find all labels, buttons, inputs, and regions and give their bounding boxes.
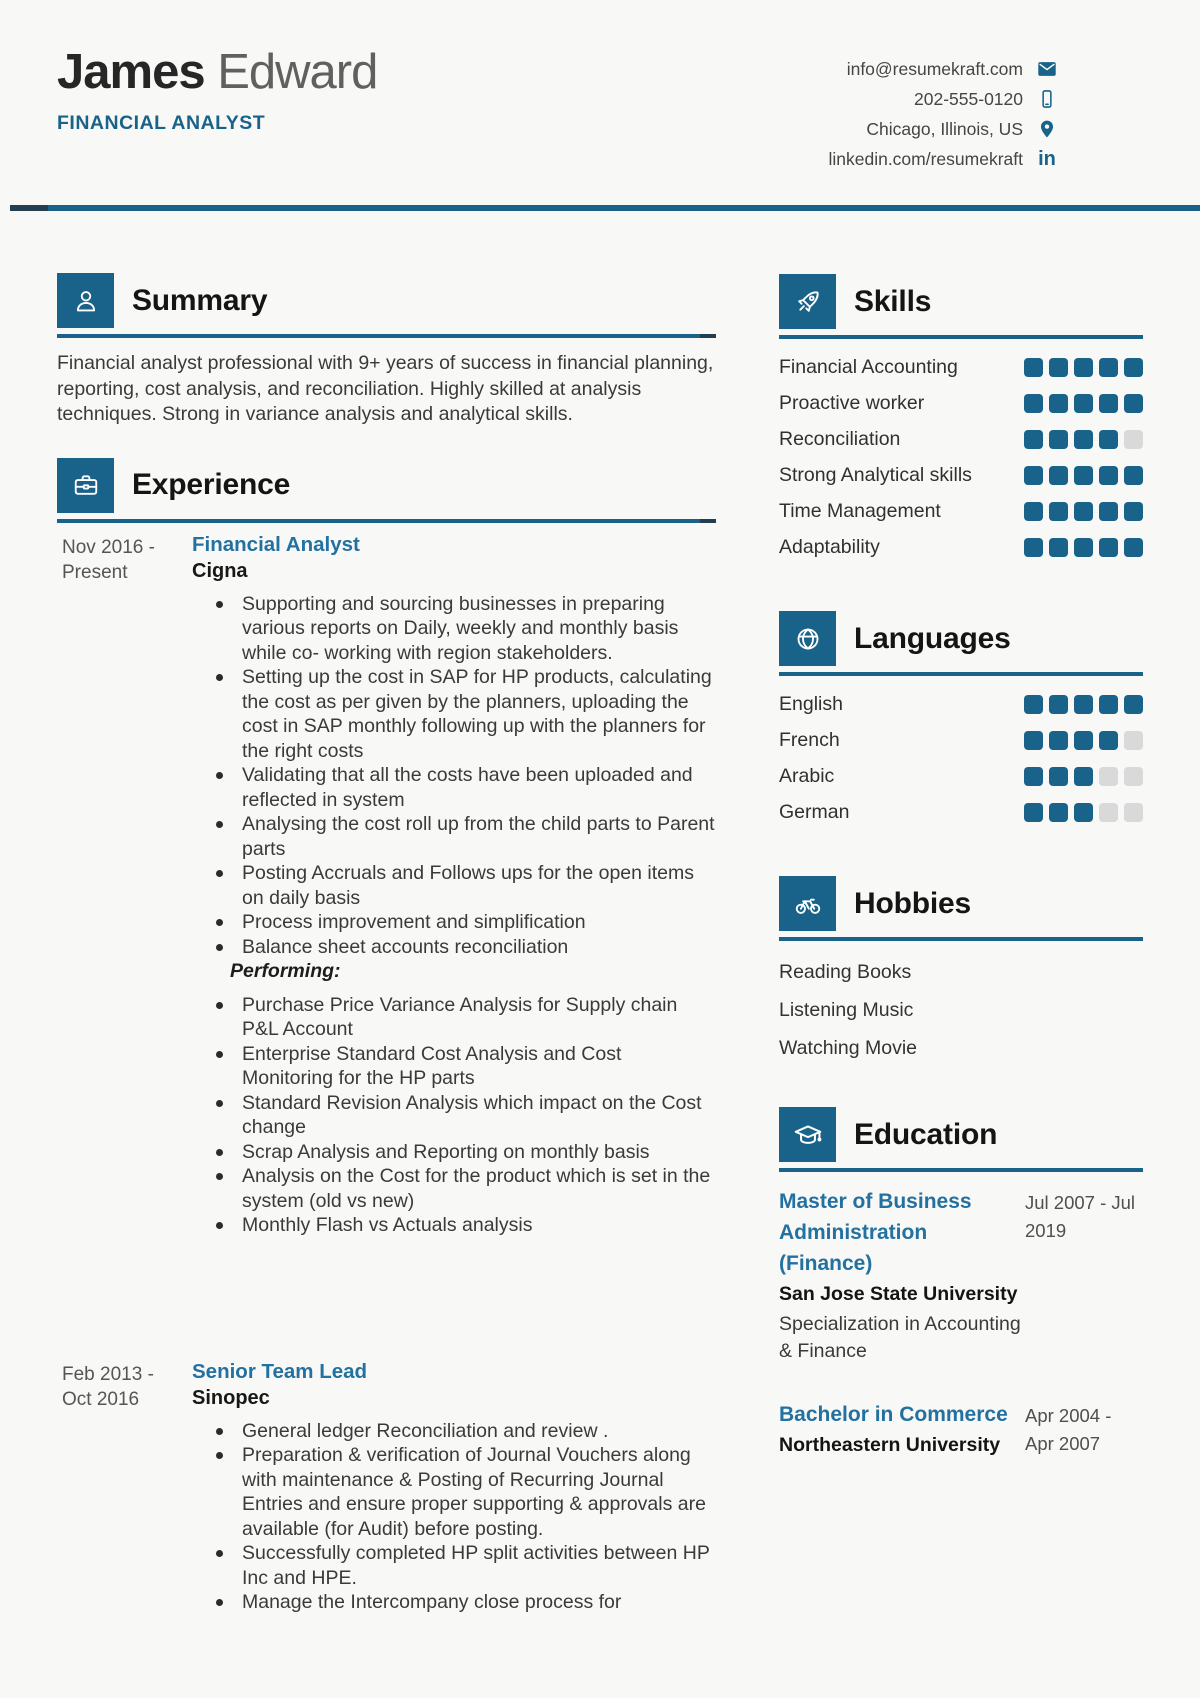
rating-box-filled [1099,695,1118,714]
experience-title: Financial Analyst [192,532,360,556]
experience-bullet-list [192,993,716,1238]
rating-box-filled [1049,394,1068,413]
job-title: FINANCIAL ANALYST [57,112,266,134]
education-dates: Apr 2004 - Apr 2007 [1025,1405,1112,1454]
experience-body [192,533,716,1238]
hobbies-rows [779,953,1143,1067]
summary-rule [57,334,716,338]
skill-row [779,349,1143,385]
skills-heading: Skills [854,284,932,318]
summary-text: Financial analyst professional with 9+ years of success in financial planning, reporting, cost analysis, and reconciliation. Highly skilled at analysis techniques. Strong in variance analysis and analytical skills. [57,352,714,425]
rating-boxes [1024,430,1143,449]
date-from: Nov 2016 - [62,536,155,558]
section-summary [57,273,716,428]
rating-box-filled [1024,695,1043,714]
rating-box-empty [1124,430,1143,449]
experience-bullet: Supporting and sourcing businesses in preparing various reports on Daily, weekly and monthly basis while co- working with region stakeholders. [192,592,716,666]
rate-label: Time Management [779,499,941,522]
rating-box-filled [1074,538,1093,557]
rate-label: Reconciliation [779,427,901,450]
education-rule [779,1168,1143,1172]
rating-box-filled [1074,430,1093,449]
rate-label: Strong Analytical skills [779,463,972,486]
rating-box-filled [1024,502,1043,521]
education-header [779,1107,1143,1162]
experience-subheading: Performing: [230,960,341,982]
rating-box-filled [1074,803,1093,822]
rating-box-filled [1024,538,1043,557]
rating-box-filled [1124,358,1143,377]
languages-rows [779,686,1143,830]
experience-header [57,458,716,513]
briefcase-icon [57,458,114,513]
education-degree: Bachelor in Commerce [779,1403,1008,1426]
skill-row [779,493,1143,529]
experience-dates [57,1360,192,1615]
education-description: Specialization in Accounting & Finance [779,1313,1021,1362]
education-heading: Education [854,1117,998,1151]
rating-box-filled [1074,731,1093,750]
rating-boxes [1024,695,1143,714]
education-dates: Jul 2007 - Jul 2019 [1025,1192,1136,1241]
section-skills [779,274,1143,565]
languages-header [779,611,1143,666]
experience-entries [57,533,716,1615]
skills-rows [779,349,1143,565]
right-column [779,0,1143,1460]
experience-heading: Experience [132,468,291,501]
rating-boxes [1024,394,1143,413]
experience-bullet: Balance sheet accounts reconciliation [192,935,716,960]
rating-box-filled [1099,394,1118,413]
rating-box-filled [1024,430,1043,449]
rating-box-filled [1074,358,1093,377]
rating-box-filled [1049,502,1068,521]
rating-box-filled [1049,803,1068,822]
rating-box-filled [1024,731,1043,750]
rating-box-filled [1049,430,1068,449]
language-row [779,722,1143,758]
linkedin-icon: in [1038,148,1056,170]
experience-bullet: Analysis on the Cost for the product which is set in the system (old vs new) [192,1164,716,1213]
contact-text: info@resumekraft.com [846,58,1023,79]
summary-heading: Summary [132,283,268,317]
education-entries [779,1186,1143,1460]
rating-box-filled [1124,695,1143,714]
rating-box-filled [1049,695,1068,714]
date-from: Feb 2013 - [62,1363,154,1385]
languages-rule [779,672,1143,676]
rating-box-filled [1099,502,1118,521]
rating-box-filled [1049,466,1068,485]
rating-boxes [1024,358,1143,377]
experience-rule [57,519,716,523]
rating-boxes [1024,803,1143,822]
experience-company: Sinopec [192,1386,270,1409]
experience-entry [57,1360,716,1615]
skills-rule [779,335,1143,339]
experience-title: Senior Team Lead [192,1359,368,1383]
summary-header [57,273,716,328]
date-to: Oct 2016 [62,1388,140,1410]
section-languages [779,611,1143,830]
globe-icon [779,611,836,666]
rating-box-filled [1024,803,1043,822]
education-detail [779,1399,1025,1460]
experience-bullet: Scrap Analysis and Reporting on monthly basis [192,1140,716,1165]
last-name: Edward [217,45,378,99]
bicycle-icon [779,876,836,931]
section-experience [57,458,716,1615]
rating-box-filled [1049,767,1068,786]
hobby-item: Listening Music [779,998,914,1021]
hobbies-header [779,876,1143,931]
languages-heading: Languages [854,621,1011,655]
skill-row [779,421,1143,457]
rating-box-filled [1099,430,1118,449]
rating-box-filled [1049,538,1068,557]
experience-company: Cigna [192,559,248,582]
experience-bullet-list [192,1419,716,1615]
rating-boxes [1024,502,1143,521]
experience-bullet: Purchase Price Variance Analysis for Supply chain P&L Account [192,993,716,1042]
rating-box-filled [1124,538,1143,557]
experience-bullet: Analysing the cost roll up from the child parts to Parent parts [192,812,716,861]
rating-box-filled [1099,358,1118,377]
rating-box-empty [1099,767,1118,786]
experience-bullet: Standard Revision Analysis which impact on the Cost change [192,1091,716,1140]
education-entry [779,1186,1143,1365]
education-school: Northeastern University [779,1434,1001,1456]
education-degree: Master of Business Administration (Finance) [779,1190,972,1275]
rating-box-filled [1024,767,1043,786]
rating-box-filled [1124,502,1143,521]
education-entry [779,1399,1143,1460]
section-education [779,1107,1143,1460]
experience-bullet: Posting Accruals and Follows ups for the open items on daily basis [192,861,716,910]
rating-boxes [1024,731,1143,750]
experience-bullet: Process improvement and simplification [192,910,716,935]
rating-box-filled [1049,731,1068,750]
rate-label: Financial Accounting [779,355,958,378]
experience-bullet: Validating that all the costs have been uploaded and reflected in system [192,763,716,812]
rate-label: Adaptability [779,535,880,558]
experience-dates [57,533,192,1238]
rate-label: English [779,692,843,715]
skill-row [779,457,1143,493]
contact-text: Chicago, Illinois, US [866,118,1023,139]
rating-box-filled [1124,466,1143,485]
rate-label: German [779,800,850,823]
language-row [779,686,1143,722]
rating-boxes [1024,466,1143,485]
rocket-icon [779,274,836,329]
section-hobbies [779,876,1143,1067]
rating-boxes [1024,538,1143,557]
experience-bullet: Monthly Flash vs Actuals analysis [192,1213,716,1238]
rating-box-empty [1124,731,1143,750]
skills-header [779,274,1143,329]
rate-label: French [779,728,840,751]
rating-box-filled [1099,538,1118,557]
experience-bullet: General ledger Reconciliation and review . [192,1419,716,1444]
rating-box-empty [1124,767,1143,786]
rate-label: Arabic [779,764,835,787]
rating-box-filled [1024,466,1043,485]
skill-row [779,385,1143,421]
education-detail [779,1186,1025,1365]
rating-box-filled [1074,502,1093,521]
experience-body [192,1360,716,1615]
rating-box-empty [1099,803,1118,822]
experience-bullet-list [192,592,716,960]
hobby-item: Reading Books [779,960,912,983]
hobbies-heading: Hobbies [854,886,971,920]
first-name: James [57,45,205,99]
experience-bullet: Preparation & verification of Journal Vouchers along with maintenance & Posting of Recurring Journal Entries and ensure proper supporting & approvals are available (for Audit) before posting. [192,1443,716,1541]
experience-bullet: Successfully completed HP split activities between HP Inc and HPE. [192,1541,716,1590]
skill-row [779,529,1143,565]
rating-box-filled [1074,695,1093,714]
rating-box-filled [1124,394,1143,413]
graduation-cap-icon [779,1107,836,1162]
rating-boxes [1024,767,1143,786]
hobbies-rule [779,937,1143,941]
date-to: Present [62,561,128,583]
rating-box-filled [1024,358,1043,377]
rating-box-filled [1074,466,1093,485]
experience-bullet: Setting up the cost in SAP for HP products, calculating the cost as per given by the planners, uploading the cost in SAP monthly following up with the planners for the right costs [192,665,716,763]
rating-box-filled [1099,466,1118,485]
rating-box-filled [1074,767,1093,786]
contact-text: linkedin.com/resumekraft [828,148,1023,169]
experience-bullet: Manage the Intercompany close process for [192,1590,716,1615]
education-school: San Jose State University [779,1283,1018,1305]
hobby-item: Watching Movie [779,1036,917,1059]
contact-text: 202-555-0120 [914,88,1023,109]
rating-box-empty [1124,803,1143,822]
left-column [57,0,716,1615]
language-row [779,794,1143,830]
rating-box-filled [1099,731,1118,750]
experience-entry [57,533,716,1238]
rating-box-filled [1024,394,1043,413]
rate-label: Proactive worker [779,391,925,414]
language-row [779,758,1143,794]
person-icon [57,273,114,328]
rating-box-filled [1049,358,1068,377]
experience-bullet: Enterprise Standard Cost Analysis and Cost Monitoring for the HP parts [192,1042,716,1091]
rating-box-filled [1074,394,1093,413]
